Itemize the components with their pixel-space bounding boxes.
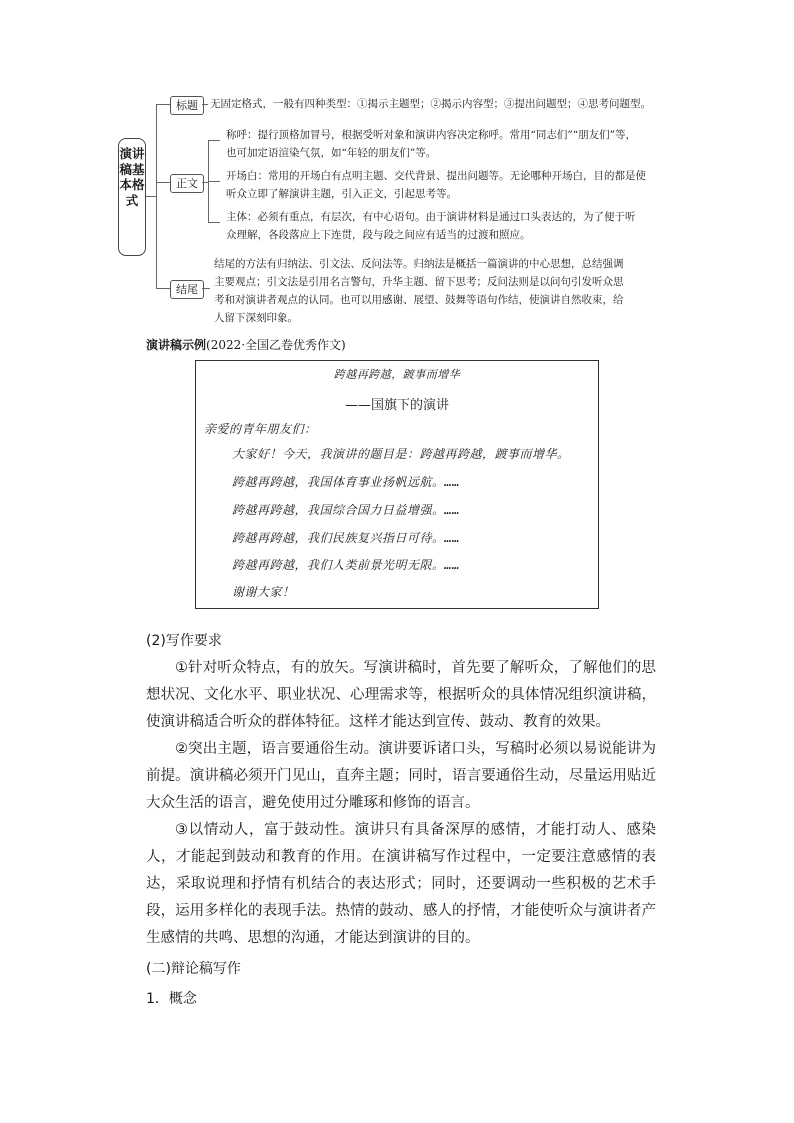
bracket-root-connector <box>146 196 156 197</box>
example-title: 演讲稿示例 <box>146 338 207 352</box>
requirement-paragraph-3: ③以情动人，富于鼓动性。演讲只有具备深厚的感情，才能打动人、感染人，才能起到鼓动和教育的作用。在演讲稿写作过程中，一定要注意感情的表达，采取说理和抒情有机结合的表达形式；同时，还要调动一些积极的艺术手段，运用多样化的表现手法。热情的鼓动、感人的抒情，才能使听众与演讲者产生感情的共鸣、思想的沟通，才能达到演讲的目的。 <box>146 822 656 946</box>
speech-sample-box <box>195 360 599 609</box>
speech-line: 谢谢大家！ <box>232 585 295 599</box>
end-text: 结尾的方法有归纳法、引文法、反问法等。归纳法是概括一篇演讲的中心思想，总结强调 主要观点；引文法是引用名言警句，升华主题、留下思考；反问法则是以问句引发听众思 考和对演讲者观点的认同。也可以用感谢、展望、鼓舞等语句作结，使演讲自然收束，给 人留下深刻印象。 <box>214 258 624 324</box>
body-tick-2 <box>208 181 220 182</box>
bracket-title-tick <box>156 104 170 105</box>
end-connector <box>202 288 210 289</box>
title-connector <box>202 104 208 105</box>
speech-line: 跨越再跨越，我国综合国力日益增强。…… <box>232 503 460 517</box>
body-item-greeting: 称呼：提行顶格加冒号，根据受听对象和演讲内容决定称呼。常用“同志们”“朋友们”等， 也可加定语渲染气氛，如“年轻的朋友们”等。 <box>226 129 636 159</box>
speech-title: 跨越再跨越，踱事而增华 <box>333 368 461 381</box>
body-item-main: 主体：必须有重点，有层次，有中心语句。由于演讲材料是通过口头表达的，为了便于听 众理解，各段落应上下连贯，段与段之间应有适当的过渡和照应。 <box>226 211 636 241</box>
body-label: 正文 <box>170 174 204 193</box>
speech-line: 跨越再跨越，我国体育事业扬帆远航。…… <box>232 475 460 489</box>
example-heading <box>146 336 346 353</box>
body-connector <box>202 182 208 183</box>
speech-line: 跨越再跨越，我们人类前景光明无限。…… <box>232 558 460 572</box>
speech-salutation: 亲爱的青年朋友们： <box>204 422 317 436</box>
bracket-end-tick <box>156 288 170 289</box>
example-source: (2022·全国乙卷优秀作文) <box>206 338 346 352</box>
requirement-paragraph-1: ①针对听众特点，有的放矢。写演讲稿时，首先要了解听众，了解他们的思想状况、文化水平、职业状况、心理需求等，根据听众的具体情况组织演讲稿，使演讲稿适合听众的群体特征。这样才能达到宣传、鼓动、教育的效果。 <box>146 660 656 730</box>
bracket-main-line <box>156 104 157 288</box>
speech-line: 跨越再跨越，我们民族复兴指日可待。…… <box>232 531 460 545</box>
speech-line: 大家好！今天，我演讲的题目是：跨越再跨越，踱事而增华。 <box>232 447 570 461</box>
diagram-root: 演讲稿基本格式 <box>118 138 146 256</box>
section-heading: (二)辩论稿写作 <box>146 961 241 977</box>
body-tick-1 <box>208 140 220 141</box>
section-subheading: 1．概念 <box>146 991 197 1007</box>
title-label: 标题 <box>170 96 204 115</box>
requirements-heading: (2)写作要求 <box>146 633 222 649</box>
body-tick-3 <box>208 222 220 223</box>
end-label: 结尾 <box>170 280 204 299</box>
speech-subtitle: ——国旗下的演讲 <box>344 398 449 413</box>
requirement-paragraph-2: ②突出主题，语言要通俗生动。演讲要诉诸口头，写稿时必须以易说能讲为前提。演讲稿必须开门见山，直奔主题；同时，语言要通俗生动，尽量运用贴近大众生活的语言，避免使用过分雕琢和修饰的语言。 <box>146 741 656 811</box>
title-text: 无固定格式，一般有四种类型：①揭示主题型；②揭示内容型；③提出问题型；④思考问题型。 <box>210 98 651 110</box>
bracket-body-tick <box>156 182 170 183</box>
body-item-opening: 开场白：常用的开场白有点明主题、交代背景、提出问题等。无论哪种开场白，目的都是使 听众立即了解演讲主题，引入正文，引起思考等。 <box>226 170 646 200</box>
